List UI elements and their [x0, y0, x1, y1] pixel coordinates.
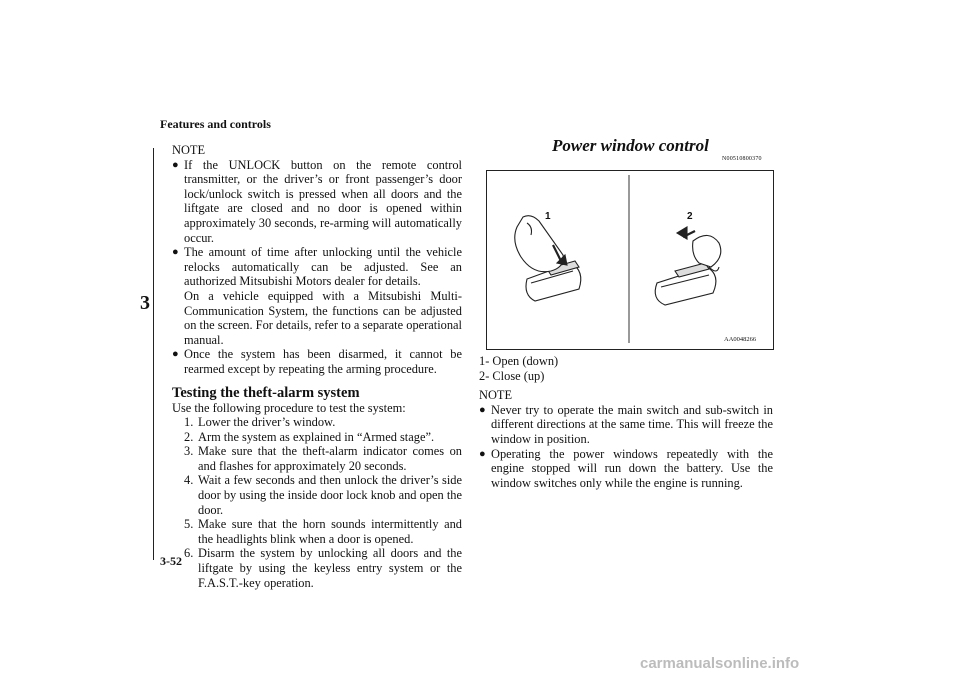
bullet-icon: ● [172, 158, 179, 171]
step-item: 4. Wait a few seconds and then unlock the driver’s side door by using the inside door lock knob and open the door. [184, 473, 462, 517]
bullet-icon: ● [479, 447, 486, 460]
figure-legend [479, 354, 773, 383]
note-bullet-text: If the UNLOCK button on the remote control transmitter, or the driver’s or front passenger’s door lock/unlock switch is pressed when all doors and the liftgate are closed and no door is opened within approximately 30 seconds, re-arming will automatically occur. [184, 157, 462, 245]
note-bullet-2 [172, 245, 462, 347]
step-item: 5. Make sure that the horn sounds intermittently and the headlights blink when a door is opened. [184, 517, 462, 546]
step-item: 2. Arm the system as explained in “Armed stage”. [184, 429, 435, 444]
section-code: N00510800370 [722, 156, 762, 162]
arrow-up-icon [677, 227, 687, 239]
chapter-number: 3 [140, 292, 150, 314]
procedure-steps [172, 415, 462, 590]
note-bullet-text: Never try to operate the main switch and sub-switch in different directions at the same time. This will freeze the window in position. [491, 402, 773, 446]
page-title: Power window control [552, 136, 709, 155]
close-switch-drawing [655, 227, 721, 305]
power-window-illustration [487, 171, 773, 349]
note-label: NOTE [479, 388, 513, 403]
running-header: Features and controls [160, 117, 271, 131]
section-heading: Testing the theft-alarm system [172, 384, 360, 401]
open-switch-drawing [515, 216, 581, 301]
section-intro: Use the following procedure to test the system: [172, 400, 406, 415]
note-bullet-2 [479, 447, 773, 491]
step-item: 1. Lower the driver’s window. [184, 415, 336, 430]
legend-item-1: 1- Open (down) [479, 354, 559, 368]
finger-drawing [693, 235, 721, 267]
chapter-sidebar [126, 148, 154, 560]
step-item: 6. Disarm the system by unlocking all doors and the liftgate by using the keyless entry system or the F.A.S.T.-key operation. [184, 546, 462, 590]
watermark: carmanualsonline.info [640, 655, 800, 672]
figure-code: AA0048266 [724, 336, 757, 343]
right-column [479, 354, 773, 490]
note-bullet-1 [479, 403, 773, 447]
left-column [172, 143, 462, 590]
figure-label-1: 1 [545, 211, 551, 222]
note-bullet-text: Once the system has been disarmed, it cannot be rearmed except by repeating the arming procedure. [184, 347, 462, 376]
power-window-figure [486, 170, 774, 350]
page-number: 3-52 [160, 554, 182, 568]
note-bullet-text [184, 245, 462, 347]
note-bullet-3 [172, 347, 462, 376]
legend-item-2: 2- Close (up) [479, 368, 545, 383]
note-bullet-text-extra: On a vehicle equipped with a Mitsubishi Multi-Communication System, the functions can be adjusted on the screen. For details, refer to a separate operational manual. [184, 288, 462, 347]
note-bullet-text-main: The amount of time after unlocking until the vehicle relocks automatically can be adjusted. See an authorized Mitsubishi Motors dealer for details. [184, 245, 462, 289]
step-item: 3. Make sure that the theft-alarm indicator comes on and flashes for approximately 20 seconds. [184, 444, 462, 473]
figure-label-2: 2 [687, 211, 693, 222]
note-bullet-1 [172, 158, 462, 246]
note-bullet-text: Operating the power windows repeatedly with the engine stopped will run down the battery. Use the window switches only while the engine is running. [491, 446, 773, 490]
note-label: NOTE [172, 143, 206, 157]
bullet-icon: ● [172, 246, 179, 259]
bullet-icon: ● [479, 403, 486, 416]
bullet-icon: ● [172, 348, 179, 361]
